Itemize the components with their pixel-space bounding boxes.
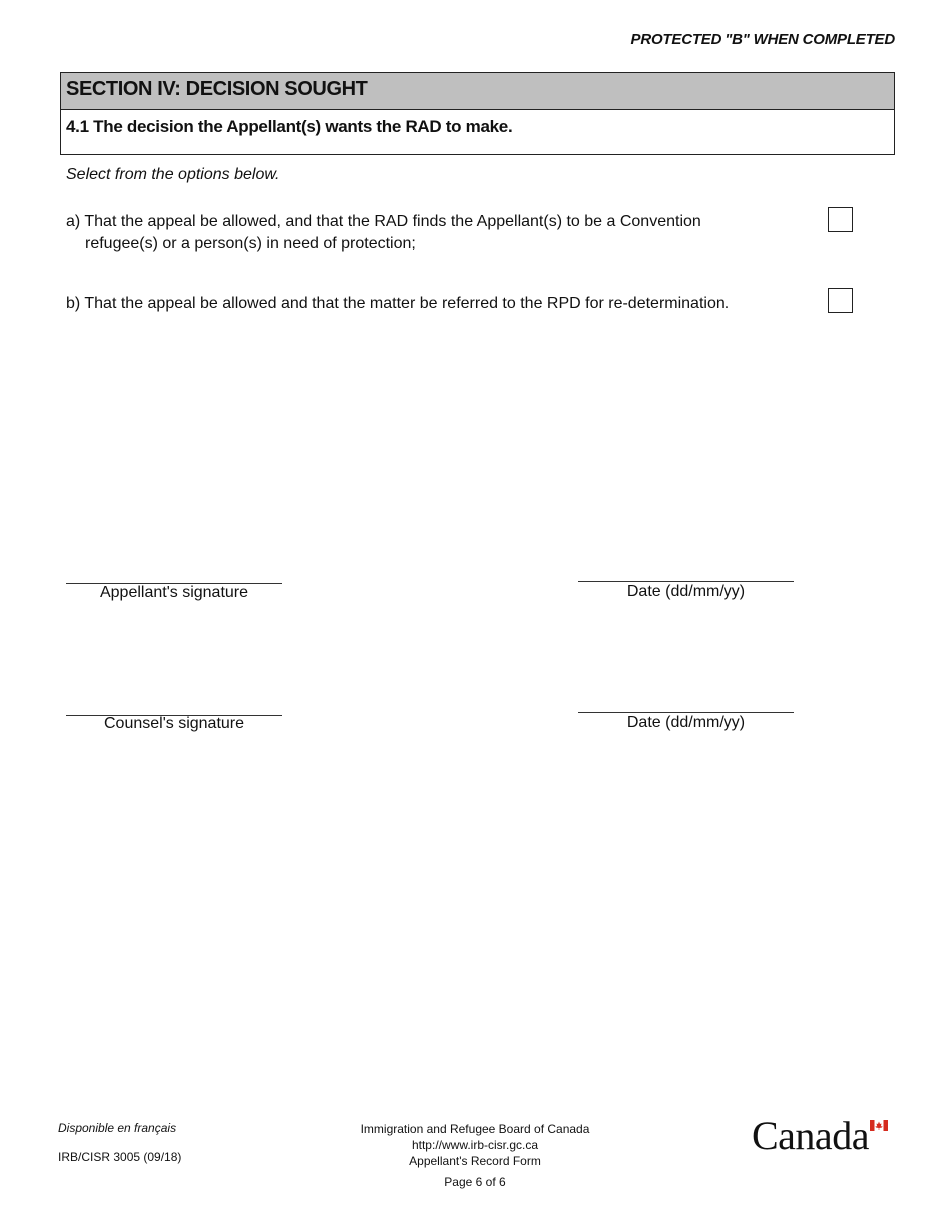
- appellant-date-line[interactable]: [578, 581, 794, 582]
- option-b-checkbox[interactable]: [828, 288, 853, 313]
- counsel-signature-label: Counsel's signature: [103, 715, 245, 732]
- footer-org-block: [325, 1121, 625, 1169]
- french-availability-note: Disponible en français: [58, 1121, 177, 1135]
- canada-wordmark: Canada: [752, 1113, 869, 1158]
- page-number: Page 6 of 6: [444, 1175, 506, 1189]
- section-subtitle: 4.1 The decision the Appellant(s) wants the RAD to make.: [66, 117, 513, 136]
- instruction-text: Select from the options below.: [66, 166, 280, 183]
- form-code: IRB/CISR 3005 (09/18): [58, 1150, 182, 1164]
- form-name: Appellant's Record Form: [409, 1154, 541, 1168]
- option-a-line1: a) That the appeal be allowed, and that the RAD finds the Appellant(s) to be a Convention: [66, 213, 701, 230]
- section-title: SECTION IV: DECISION SOUGHT: [61, 73, 894, 110]
- appellant-date-label: Date (dd/mm/yy): [626, 583, 746, 600]
- protected-label: PROTECTED "B" WHEN COMPLETED: [630, 31, 895, 48]
- org-name: Immigration and Refugee Board of Canada: [360, 1122, 590, 1136]
- section-header-box: [60, 72, 895, 155]
- option-b-label: b) That the appeal be allowed and that the matter be referred to the RPD for re-determination.: [66, 295, 730, 312]
- appellant-signature-label: Appellant's signature: [99, 584, 249, 601]
- org-url[interactable]: http://www.irb-cisr.gc.ca: [411, 1138, 539, 1152]
- counsel-date-label: Date (dd/mm/yy): [626, 714, 746, 731]
- option-a-checkbox[interactable]: [828, 207, 853, 232]
- counsel-date-line[interactable]: [578, 712, 794, 713]
- option-a-label: [66, 211, 811, 255]
- option-a-line2: refugee(s) or a person(s) in need of protection;: [85, 235, 416, 252]
- canada-flag-icon: [870, 1120, 888, 1131]
